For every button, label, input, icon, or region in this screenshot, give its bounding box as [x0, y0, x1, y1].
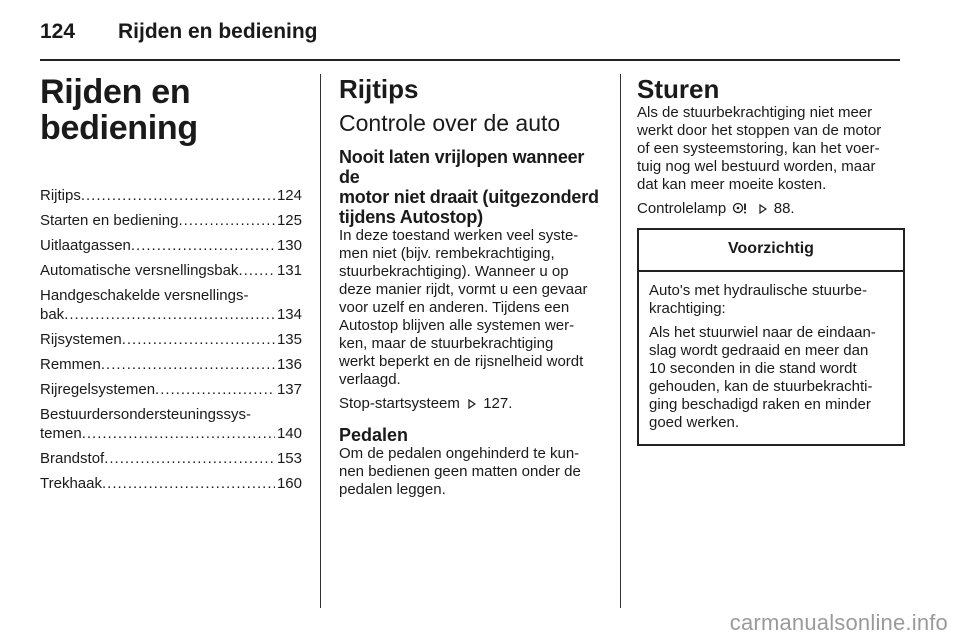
cross-reference-stop-start[interactable]: Stop-startsysteem 127. — [339, 395, 513, 412]
page-reference-arrow-icon — [759, 204, 767, 214]
toc-entry-page: 134 — [276, 306, 302, 323]
toc-entry[interactable] — [40, 261, 302, 280]
header-rule — [40, 59, 900, 61]
column-divider-1 — [320, 74, 321, 608]
toc-entry-label: Starten en bediening — [40, 212, 179, 229]
toc-entry-label: Remmen — [40, 356, 101, 373]
toc-entry-page: 125 — [276, 212, 302, 229]
toc-leader-dots — [82, 424, 275, 443]
toc-entry-page: 140 — [276, 425, 302, 442]
section-title-sturen: Sturen — [637, 74, 720, 104]
page-header — [40, 20, 900, 56]
running-title: Rijden en bediening — [118, 20, 318, 43]
toc-entry[interactable] — [40, 186, 302, 205]
toc-leader-dots — [178, 211, 275, 230]
toc-leader-dots — [64, 305, 275, 324]
toc-leader-dots — [104, 449, 275, 468]
chapter-toc — [40, 186, 302, 493]
rijtips-column — [339, 74, 603, 505]
toc-entry-label: temen — [40, 425, 82, 442]
caution-paragraph-1: Auto's met hydraulische stuurbe- krachtiging: — [649, 282, 867, 317]
toc-leader-dots — [238, 261, 275, 280]
toc-entry[interactable] — [40, 330, 302, 349]
toc-entry-page: 136 — [276, 356, 302, 373]
toc-leader-dots — [102, 474, 275, 493]
toc-entry[interactable] — [40, 474, 302, 493]
toc-leader-dots — [122, 330, 275, 349]
subsection-title: Controle over de auto — [339, 110, 561, 136]
toc-entry-page: 135 — [276, 331, 302, 348]
toc-column — [40, 74, 302, 499]
warning-heading: Nooit laten vrijlopen wanneer de motor niet draait (uitgezonderd tijdens Autostop) — [339, 147, 599, 227]
toc-leader-dots — [101, 355, 275, 374]
toc-entry[interactable] — [40, 380, 302, 399]
paragraph-pedalen: Om de pedalen ongehinderd te kun- nen bedienen geen matten onder de pedalen leggen. — [339, 445, 581, 498]
toc-entry[interactable] — [40, 211, 302, 230]
caution-body — [639, 272, 903, 444]
caution-paragraph-2: Als het stuurwiel naar de eindaan- slag wordt gedraaid en meer dan 10 seconden in die stand wordt gehouden, kan de stuurbekrachti- ging beschadigd raken en minder goed werken. — [649, 324, 876, 431]
toc-entry-page: 124 — [276, 187, 302, 204]
toc-leader-dots — [81, 186, 275, 205]
toc-entry-label: Trekhaak — [40, 475, 102, 492]
toc-entry-label: Rijsystemen — [40, 331, 122, 348]
toc-entry-label: bak — [40, 306, 65, 323]
toc-entry-label-line1: Bestuurdersondersteuningssys- — [40, 406, 251, 423]
toc-entry-label: Rijregelsystemen — [40, 381, 156, 398]
toc-entry-page: 153 — [276, 450, 302, 467]
caution-header: Voorzichtig — [639, 230, 903, 272]
toc-entry[interactable] — [40, 236, 302, 255]
section-title-pedalen: Pedalen — [339, 425, 409, 445]
caution-box — [637, 228, 905, 446]
toc-entry[interactable] — [40, 449, 302, 468]
steering-warning-icon — [732, 202, 750, 214]
sturen-column — [637, 74, 905, 446]
toc-entry-label: Automatische versnellingsbak — [40, 262, 239, 279]
section-title-rijtips: Rijtips — [339, 74, 419, 104]
toc-entry-page: 130 — [276, 237, 302, 254]
toc-entry[interactable] — [40, 405, 302, 443]
toc-entry-page: 160 — [276, 475, 302, 492]
toc-entry-label: Rijtips — [40, 187, 81, 204]
chapter-title: Rijden en bediening — [40, 73, 198, 147]
page-reference-arrow-icon — [468, 399, 476, 409]
toc-entry-page: 137 — [276, 381, 302, 398]
paragraph-sturen: Als de stuurbekrachtiging niet meer werkt door het stoppen van de motor of een systeemstoring, kan het voer- tuig nog wel bestuurd worden, maar dat kan meer moeite kosten. — [637, 104, 882, 193]
toc-entry-label: Uitlaatgassen — [40, 237, 131, 254]
watermark: carmanualsonline.info — [729, 610, 948, 635]
toc-entry[interactable] — [40, 286, 302, 324]
page-number: 124 — [40, 20, 76, 43]
cross-reference-controlelamp[interactable]: Controlelamp 88. — [637, 200, 795, 217]
toc-leader-dots — [155, 380, 275, 399]
toc-leader-dots — [131, 236, 275, 255]
toc-entry-label-line1: Handgeschakelde versnellings- — [40, 287, 249, 304]
toc-entry-page: 131 — [276, 262, 302, 279]
column-divider-2 — [620, 74, 621, 608]
toc-entry-label: Brandstof — [40, 450, 105, 467]
paragraph-coasting: In deze toestand werken veel syste- men niet (bijv. rembekrachtiging, stuurbekrachtiging). Wanneer u op deze manier rijdt, vormt u een gevaar voor uzelf en anderen. Tijdens een Autostop blijven alle systemen wer- ken, maar de stuurbekrachtiging werkt beperkt en de rijsnelheid wordt verlaagd. — [339, 227, 588, 388]
toc-entry[interactable] — [40, 355, 302, 374]
